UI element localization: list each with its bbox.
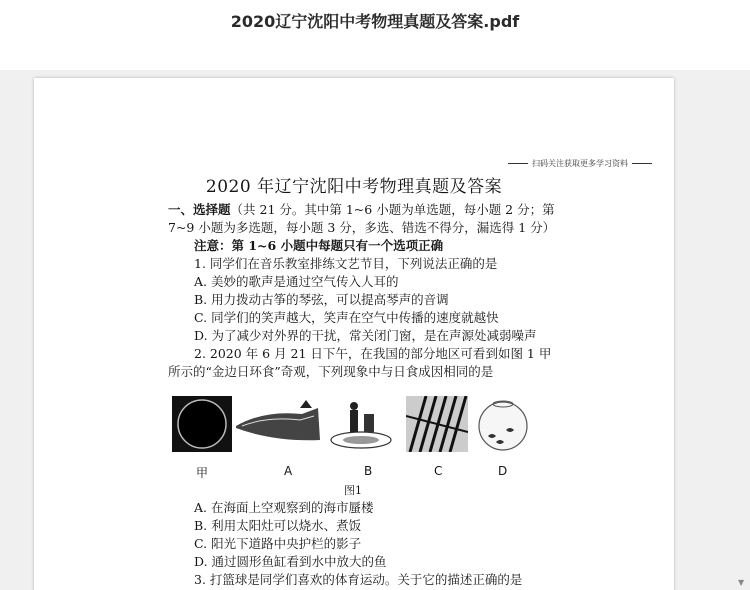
figure-label-jia: 甲 <box>196 466 209 480</box>
section-intro-line-1 <box>168 202 555 218</box>
figure-label-a: A <box>284 464 293 478</box>
q1-option-c: C. 同学们的笑声越大，笑声在空气中传播的速度就越快 <box>194 310 499 325</box>
file-name-title: 2020辽宁沈阳中考物理真题及答案.pdf <box>230 12 520 31</box>
q3-stem: 3. 打篮球是同学们喜欢的体育运动。关于它的描述正确的是 <box>194 572 523 587</box>
solar-eclipse-image <box>172 396 232 452</box>
figure-label-b: B <box>364 464 373 478</box>
railing-shadow-image <box>406 396 468 452</box>
figure-label-d: D <box>498 464 508 478</box>
q1-option-d: D. 为了减少对外界的干扰，常关闭门窗，是在声源处减弱噪声 <box>194 328 537 343</box>
figure-caption: 图1 <box>344 484 362 497</box>
scroll-down-icon[interactable]: ▼ <box>738 578 745 587</box>
q1-option-b: B. 用力拨动古筝的琴弦，可以提高琴声的音调 <box>194 292 449 307</box>
q2-option-b: B. 利用太阳灶可以烧水、煮饭 <box>194 518 362 533</box>
q2-stem-2: 所示的“金边日环食”奇观，下列现象中与日食成因相同的是 <box>168 364 494 379</box>
q2-option-d: D. 通过圆形鱼缸看到水中放大的鱼 <box>194 554 387 569</box>
q1-option-a: A. 美妙的歌声是通过空气传入人耳的 <box>194 274 399 289</box>
solar-cooker-image <box>328 396 394 452</box>
section-intro-text-1: （共 21 分。其中第 1~6 小题为单选题，每小题 2 分；第 <box>230 202 555 217</box>
q2-option-c: C. 阳光下道路中央护栏的影子 <box>194 536 362 551</box>
q2-stem-1: 2. 2020 年 6 月 21 日下午，在我国的部分地区可看到如图 1 甲 <box>194 346 552 361</box>
document-viewer[interactable] <box>0 70 750 590</box>
figure-1 <box>172 396 542 458</box>
figure-label-c: C <box>434 464 443 478</box>
q1-stem: 1. 同学们在音乐教室排练文艺节目，下列说法正确的是 <box>194 256 498 271</box>
section-note: 注意：第 1~6 小题中每题只有一个选项正确 <box>194 238 444 253</box>
paper-title: 2020 年辽宁沈阳中考物理真题及答案 <box>205 177 503 197</box>
top-note: 扫码关注获取更多学习资料 <box>504 158 656 169</box>
pdf-page <box>34 78 674 590</box>
q2-option-a: A. 在海面上空观察到的海市蜃楼 <box>194 500 374 515</box>
mirage-image <box>234 396 324 452</box>
section-heading: 一、选择题 <box>168 202 231 217</box>
fish-bowl-image <box>472 396 534 452</box>
viewer-header <box>0 0 750 70</box>
section-intro-line-2: 7~9 小题为多选题，每小题 3 分，多选、错选不得分，漏选得 1 分） <box>168 220 556 235</box>
